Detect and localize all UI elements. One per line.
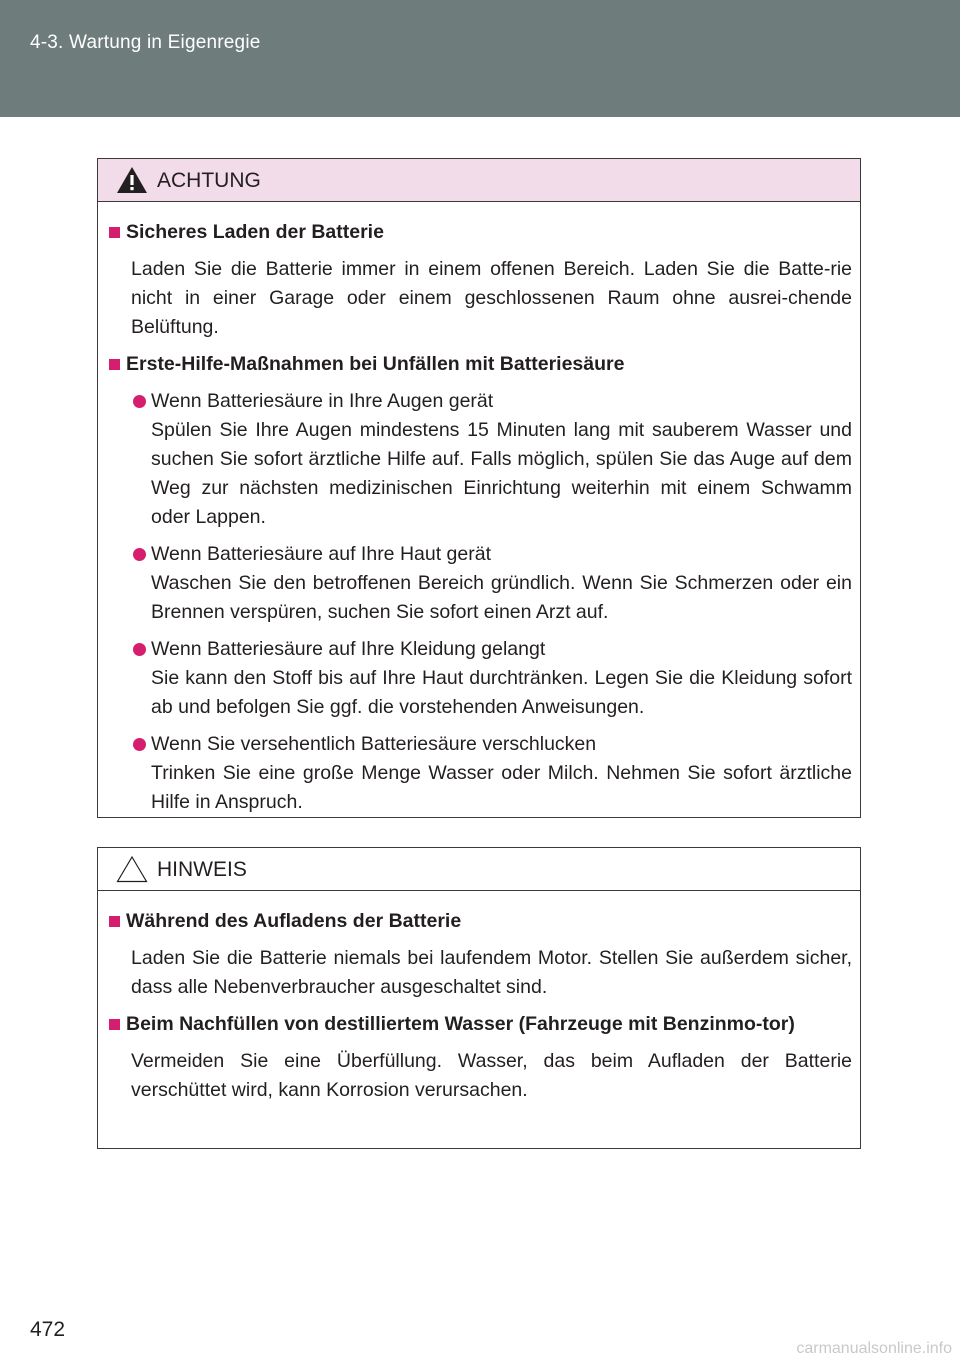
- watermark: carmanualsonline.info: [796, 1340, 952, 1357]
- list-item-heading: Wenn Batteriesäure in Ihre Augen gerät: [151, 390, 494, 412]
- section-title: 4-3. Wartung in Eigenregie: [30, 32, 261, 53]
- section-heading: Beim Nachfüllen von destilliertem Wasser (Fahrzeuge mit Benzinmo-tor): [106, 1010, 852, 1039]
- list-item-body: Spülen Sie Ihre Augen mindestens 15 Minuten lang mit sauberem Wasser und suchen Sie sofort ärztliche Hilfe auf. Falls möglich, spülen Sie das Auge auf dem Weg zur nächsten medizinischen Einrichtung weiterhin mit einem Schwamm oder Lappen.: [151, 419, 852, 528]
- achtung-header: [98, 159, 860, 202]
- list-item-heading: Wenn Sie versehentlich Batteriesäure verschlucken: [151, 733, 597, 755]
- square-bullet-icon: [109, 359, 120, 370]
- section-text: Laden Sie die Batterie immer in einem offenen Bereich. Laden Sie die Batte-rie nicht in einer Garage oder einem geschlossenen Raum ohne ausrei-chende Belüftung.: [131, 258, 852, 338]
- list-item: [106, 387, 852, 532]
- list-item: [106, 635, 852, 722]
- section-heading: Erste-Hilfe-Maßnahmen bei Unfällen mit Batteriesäure: [106, 350, 852, 379]
- square-bullet-icon: [109, 1019, 120, 1030]
- list-item: [106, 540, 852, 627]
- round-bullet-icon: [133, 548, 146, 561]
- section-text: Laden Sie die Batterie niemals bei laufendem Motor. Stellen Sie außerdem sicher, dass alle Nebenverbraucher ausgeschaltet sind.: [131, 947, 852, 998]
- list-item-body: Waschen Sie den betroffenen Bereich gründlich. Wenn Sie Schmerzen oder ein Brennen verspüren, suchen Sie sofort einen Arzt auf.: [151, 572, 852, 623]
- list-item-heading: Wenn Batteriesäure auf Ihre Haut gerät: [151, 543, 492, 565]
- list-item: [106, 730, 852, 817]
- page-number: 472: [30, 1318, 66, 1341]
- list-item-heading: Wenn Batteriesäure auf Ihre Kleidung gelangt: [151, 638, 546, 660]
- list-item-body: Trinken Sie eine große Menge Wasser oder Milch. Nehmen Sie sofort ärztliche Hilfe in Anspruch.: [151, 762, 852, 813]
- page-header: [0, 0, 960, 117]
- square-bullet-icon: [109, 227, 120, 238]
- caution-icon: [116, 855, 148, 883]
- warning-icon: [116, 166, 148, 194]
- section-heading: Sicheres Laden der Batterie: [106, 218, 852, 247]
- hinweis-header: [98, 848, 860, 891]
- list-item-body: Sie kann den Stoff bis auf Ihre Haut durchtränken. Legen Sie die Kleidung sofort ab und befolgen Sie ggf. die vorstehenden Anweisungen.: [151, 667, 852, 718]
- square-bullet-icon: [109, 916, 120, 927]
- section-heading: Während des Aufladens der Batterie: [106, 907, 852, 936]
- hinweis-box: [97, 847, 861, 1149]
- section-text: Vermeiden Sie eine Überfüllung. Wasser, das beim Aufladen der Batterie verschüttet wird, kann Korrosion verursachen.: [131, 1050, 852, 1101]
- round-bullet-icon: [133, 395, 146, 408]
- achtung-box: [97, 158, 861, 818]
- hinweis-label: HINWEIS: [157, 858, 247, 881]
- achtung-label: ACHTUNG: [157, 169, 261, 192]
- round-bullet-icon: [133, 738, 146, 751]
- round-bullet-icon: [133, 643, 146, 656]
